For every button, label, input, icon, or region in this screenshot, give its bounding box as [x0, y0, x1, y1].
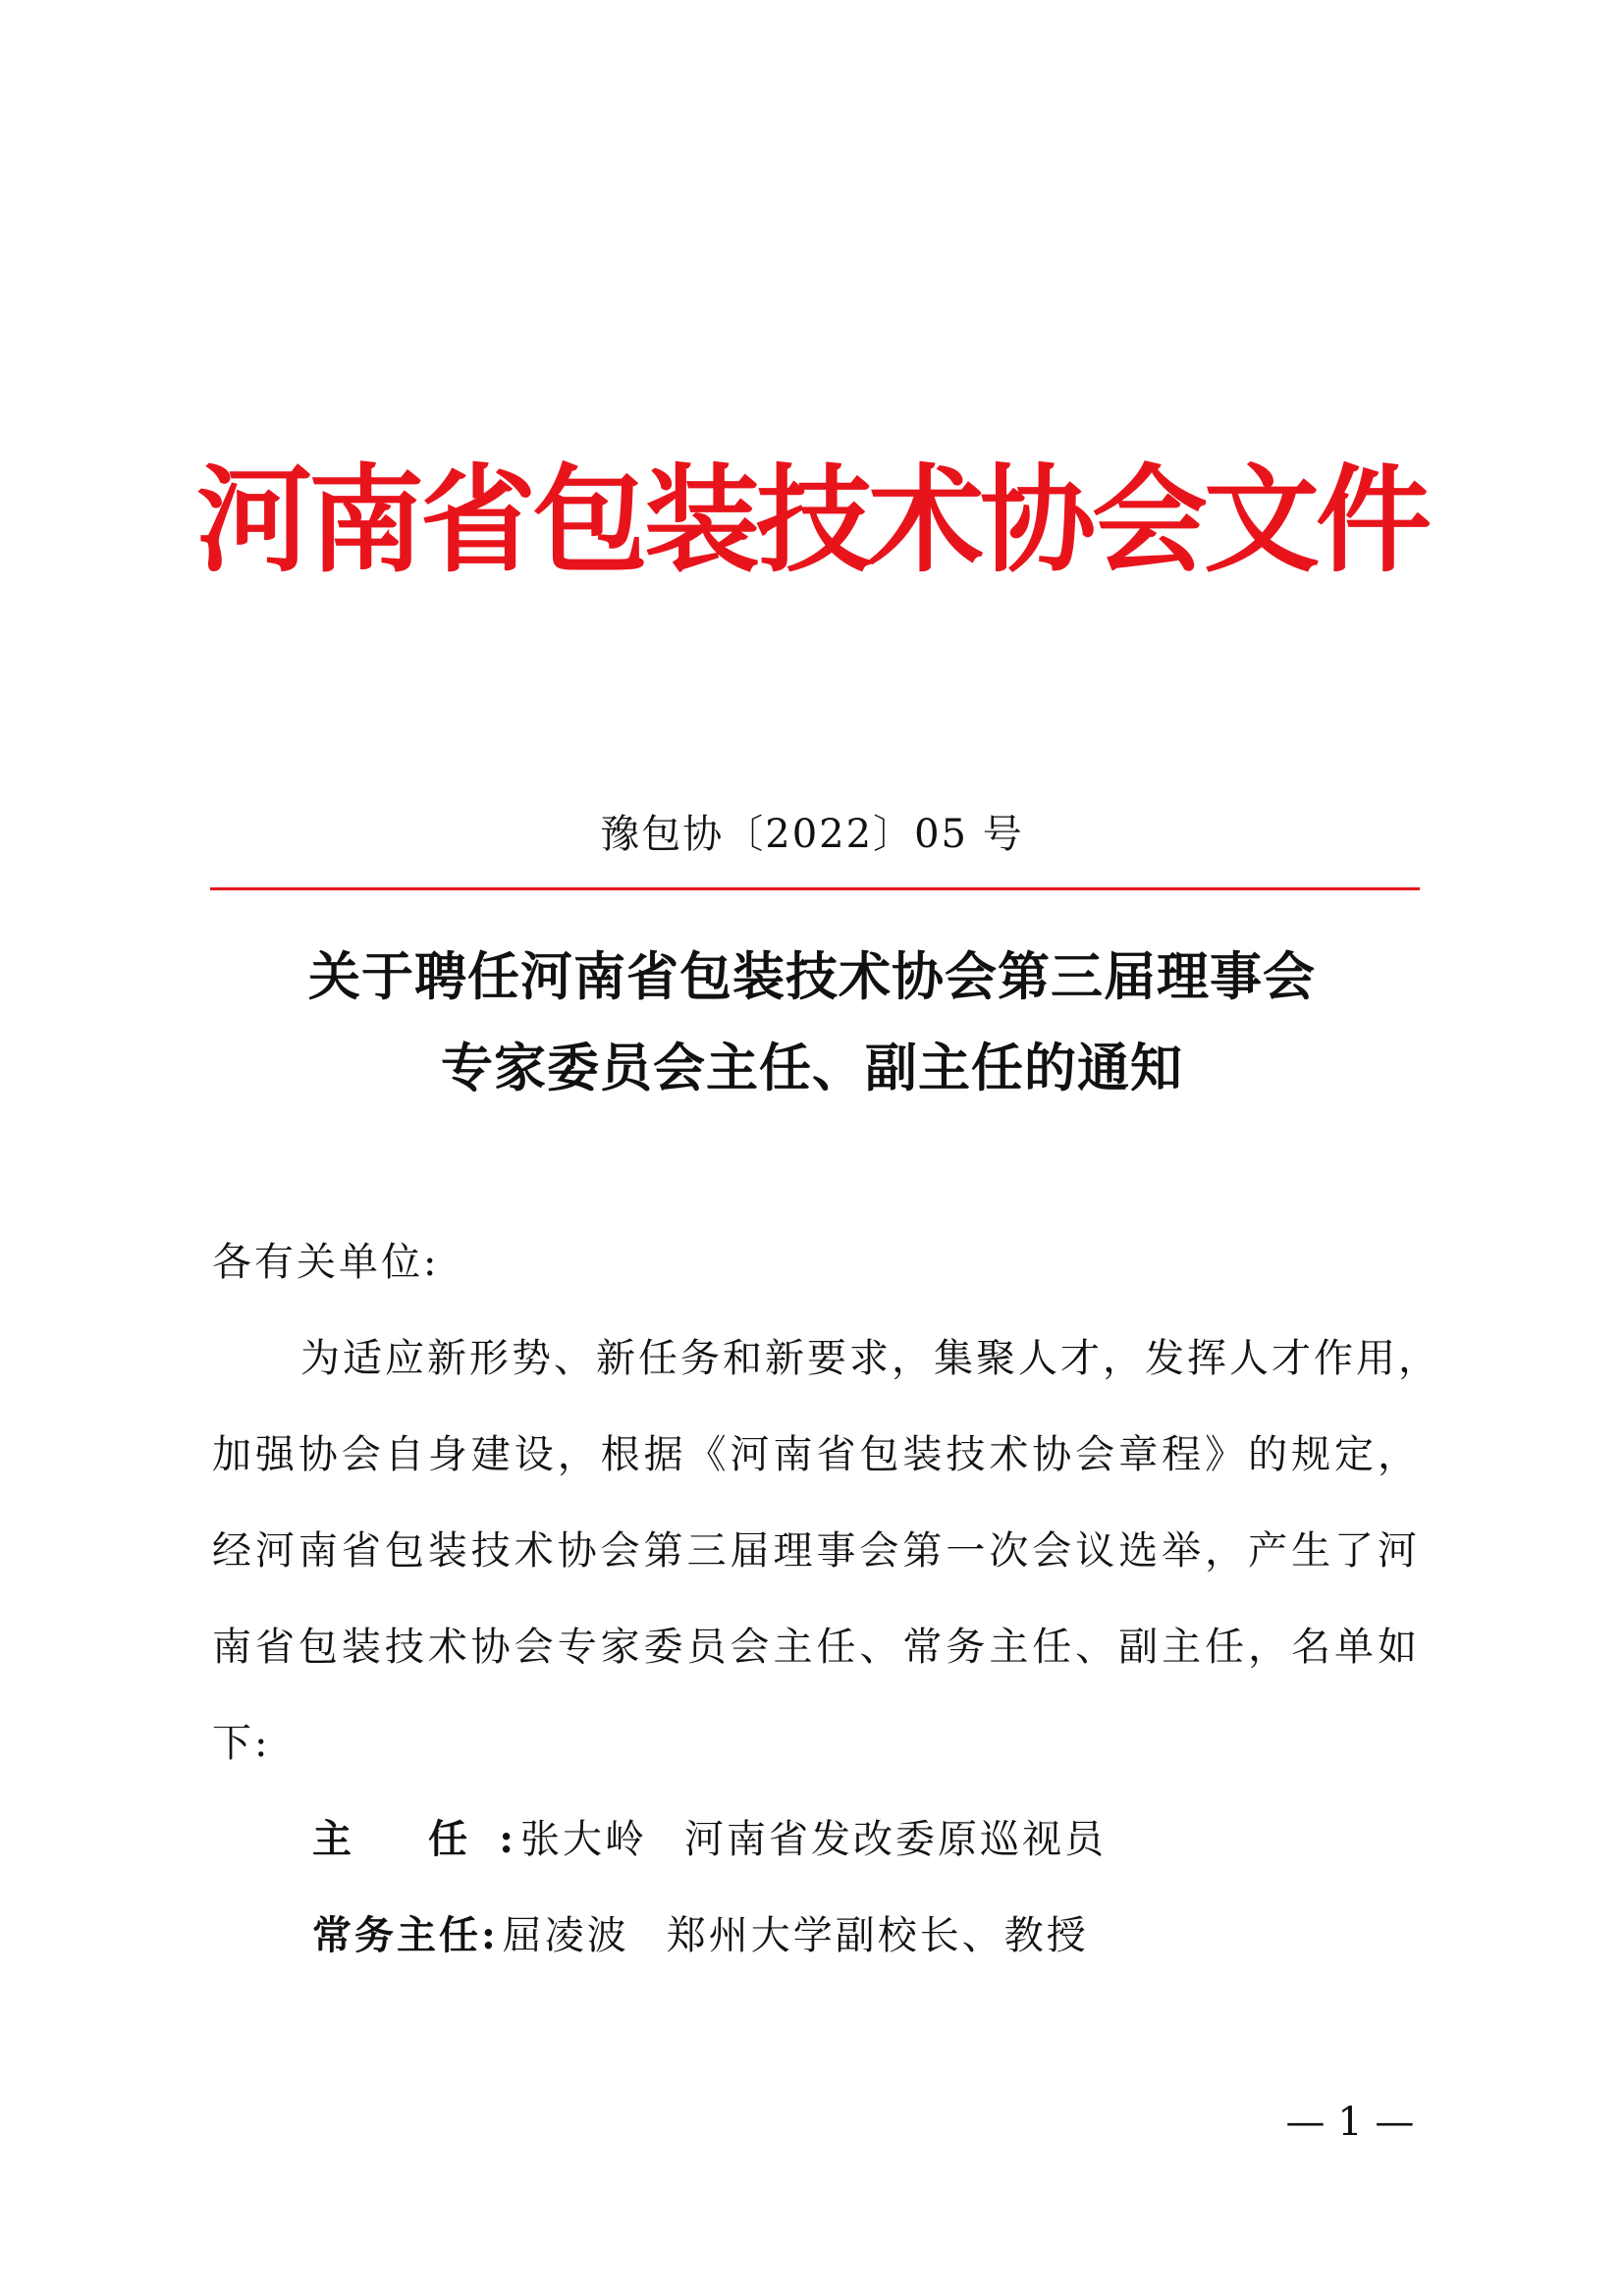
role-label-executive-director: 常务主任: — [312, 1912, 499, 1958]
salutation: 各有关单位: — [212, 1240, 440, 1285]
notice-title-line-1: 关于聘任河南省包装技术协会第三届理事会 — [308, 946, 1316, 1007]
red-divider-line — [210, 887, 1420, 890]
appointment-director — [312, 1812, 1107, 1867]
body-line-3: 经河南省包装技术协会第三届理事会第一次会议选举，产生了河 — [212, 1528, 1420, 1574]
document-number: 豫包协〔2022〕05 号 — [600, 812, 1024, 857]
body-line-5: 下: — [212, 1721, 271, 1766]
document-masthead: 河南省包装技术协会文件 — [195, 452, 1428, 588]
role-char-1: 主 — [312, 1816, 384, 1862]
appointment-executive-director — [312, 1908, 1089, 1963]
notice-title-line-2: 专家委员会主任、副主任的通知 — [441, 1038, 1183, 1098]
body-line-4: 南省包装技术协会专家委员会主任、常务主任、副主任，名单如 — [212, 1625, 1420, 1670]
role-char-2: 任 — [428, 1816, 500, 1862]
person-name: 张大岭 — [520, 1817, 647, 1862]
role-colon: : — [499, 1816, 517, 1862]
person-organization: 河南省发改委原巡视员 — [684, 1817, 1107, 1862]
person-name: 屈凌波 — [502, 1913, 629, 1958]
role-label-director — [312, 1812, 516, 1867]
body-line-1: 为适应新形势、新任务和新要求，集聚人才，发挥人才作用， — [300, 1336, 1440, 1381]
person-organization: 郑州大学副校长、教授 — [666, 1913, 1089, 1958]
page-number: — 1 — — [1285, 2100, 1415, 2145]
body-line-2: 加强协会自身建设，根据《河南省包装技术协会章程》的规定， — [212, 1432, 1420, 1477]
